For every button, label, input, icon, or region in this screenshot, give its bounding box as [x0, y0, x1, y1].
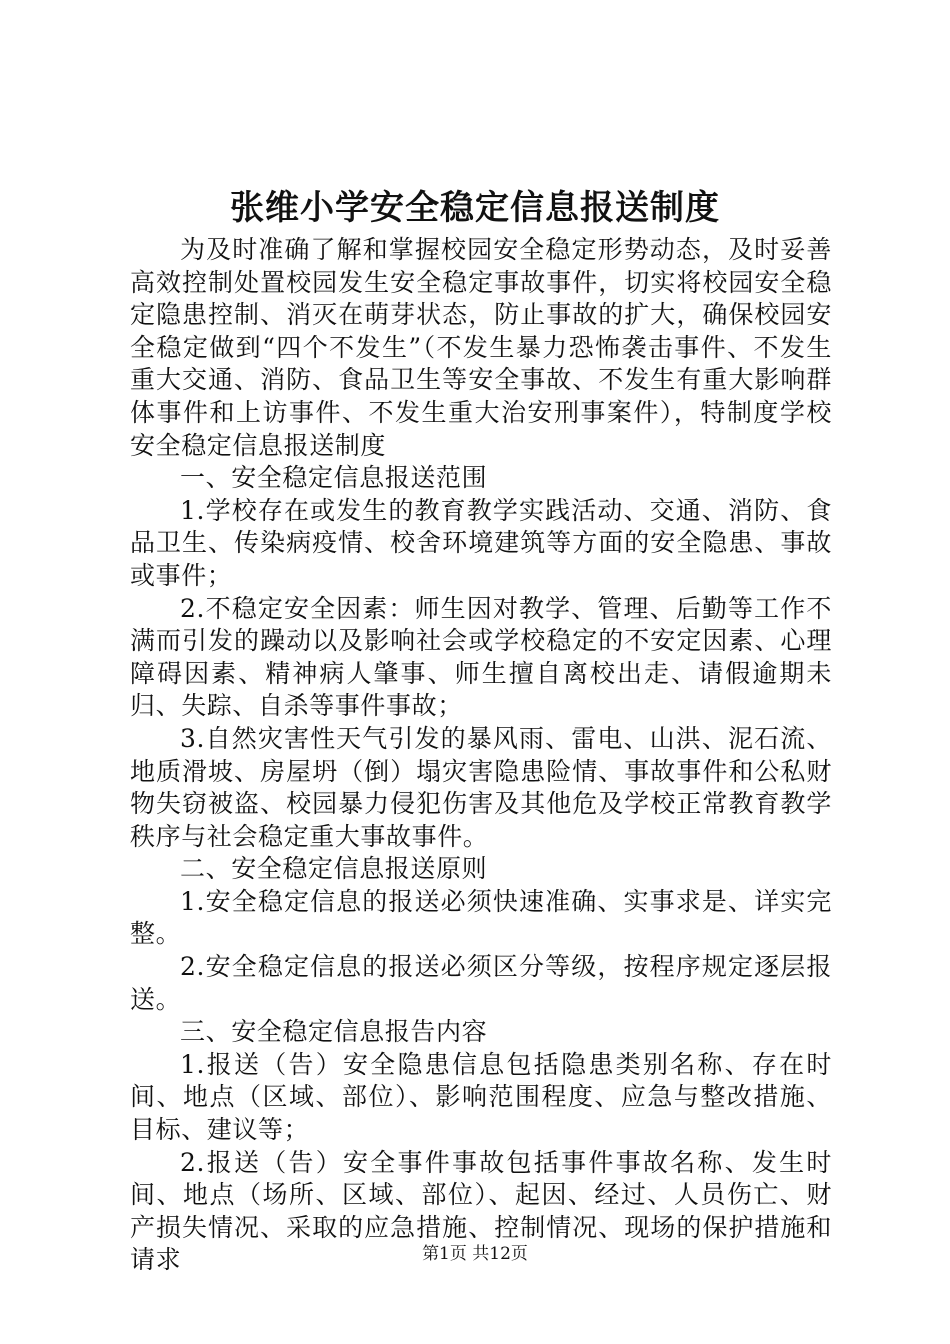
page-footer	[0, 1242, 950, 1266]
scope-item-2: 2.不稳定安全因素：师生因对教学、管理、后勤等工作不满而引发的躁动以及影响社会或学校稳定的不安定因素、心理障碍因素、精神病人肇事、师生擅自离校出走、请假逾期未归、失踪、自杀等事件事故；	[130, 593, 832, 721]
section-heading-scope: 一、安全稳定信息报送范围	[180, 463, 488, 493]
principle-item-2: 2.安全稳定信息的报送必须区分等级，按程序规定逐层报送。	[130, 952, 832, 1014]
principle-item-1: 1.安全稳定信息的报送必须快速准确、实事求是、详实完整。	[130, 886, 832, 949]
document-body	[130, 234, 832, 1277]
page-total: 共12页	[472, 1244, 528, 1264]
document-title: 张维小学安全稳定信息报送制度	[230, 188, 720, 228]
section-heading-content: 三、安全稳定信息报告内容	[180, 1017, 488, 1047]
content-item-1: 1.报送（告）安全隐患信息包括隐患类别名称、存在时间、地点（区域、部位）、影响范围程度、应急与整改措施、目标、建议等；	[130, 1049, 832, 1145]
page-number: 第1页	[422, 1244, 467, 1264]
intro-paragraph: 为及时准确了解和掌握校园安全稳定形势动态，及时妥善高效控制处置校园发生安全稳定事故事件，切实将校园安全稳定隐患控制、消灭在萌芽状态，防止事故的扩大，确保校园安全稳定做到“四个不发生”（不发生暴力恐怖袭击事件、不发生重大交通、消防、食品卫生等安全事故、不发生有重大影响群体事件和上访事件、不发生重大治安刑事案件），特制度学校安全稳定信息报送制度	[130, 235, 832, 460]
content-item-2: 2.报送（告）安全事件事故包括事件事故名称、发生时间、地点（场所、区域、部位）、起因、经过、人员伤亡、财产损失情况、采取的应急措施、控制情况、现场的保护措施和请求	[130, 1147, 832, 1275]
scope-item-3: 3.自然灾害性天气引发的暴风雨、雷电、山洪、泥石流、地质滑坡、房屋坍（倒）塌灾害隐患险情、事故事件和公私财物失窃被盗、校园暴力侵犯伤害及其他危及学校正常教育教学秩序与社会稳定重大事故事件。	[130, 723, 832, 851]
scope-item-1: 1.学校存在或发生的教育教学实践活动、交通、消防、食品卫生、传染病疫情、校舍环境建筑等方面的安全隐患、事故或事件；	[130, 495, 832, 590]
section-heading-principles: 二、安全稳定信息报送原则	[180, 854, 488, 884]
